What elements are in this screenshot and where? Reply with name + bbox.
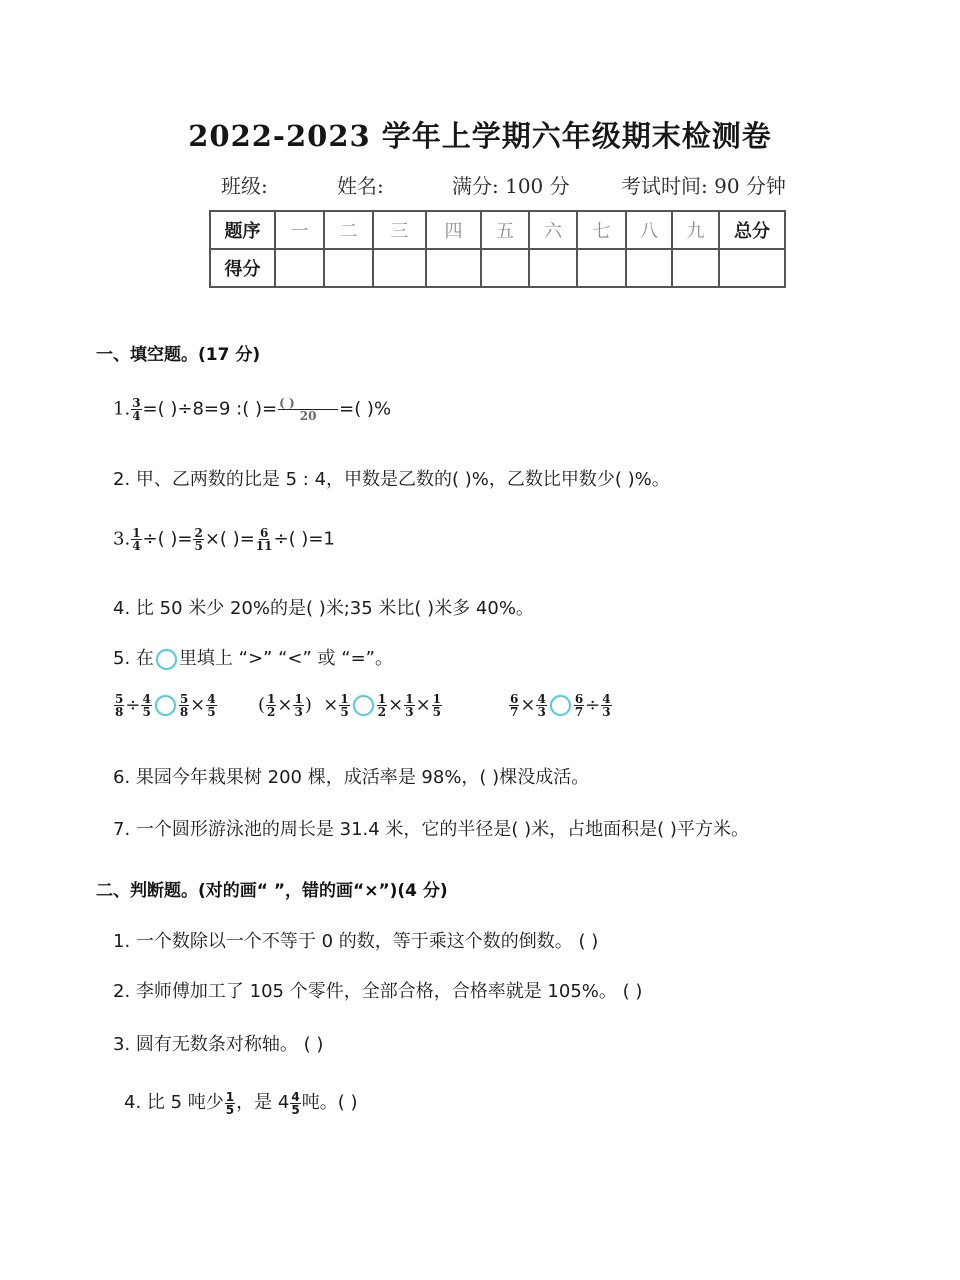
question-1-5: 5. 在 里填上 “>” “<” 或 “=”。 <box>113 648 393 669</box>
score-cell[interactable] <box>373 249 426 287</box>
col-4: 四 <box>426 211 481 249</box>
question-1-7: 7. 一个圆形游泳池的周长是 31.4 米，它的半径是( )米，占地面积是( )平方米。 <box>113 819 749 840</box>
compare-1: $\frac{5}{8}$ ÷ $\frac{4}{5}$ $\frac{5}{8}$ × $\frac{4}{5}$ <box>115 692 216 719</box>
score-cell[interactable] <box>275 249 324 287</box>
compare-2: ( $\frac{1}{2}$ × $\frac{1}{3}$ ) × $\frac{1}{5}$ $\frac{1}{2}$ × $\frac{1}{3}$ × $\frac{1}{5}$ <box>258 692 442 719</box>
score-table-header-row <box>210 211 785 249</box>
score-cell[interactable] <box>672 249 719 287</box>
score-cell[interactable] <box>481 249 529 287</box>
score-cell[interactable] <box>324 249 373 287</box>
col-total: 总分 <box>719 211 785 249</box>
score-table-score-row <box>210 249 785 287</box>
score-cell[interactable] <box>426 249 481 287</box>
compare-circle-input[interactable] <box>550 695 571 716</box>
question-1-3: 3. $\frac{1}{4}$ ÷( )= $\frac{2}{5}$ ×( )= $\frac{6}{11}$ ÷( )=1 <box>113 526 335 553</box>
col-8: 八 <box>626 211 672 249</box>
score-cell-total[interactable] <box>719 249 785 287</box>
question-1-4: 4. 比 50 米少 20%的是( )米;35 米比( )米多 40%。 <box>113 598 534 619</box>
col-5: 五 <box>481 211 529 249</box>
fraction: $\frac{3}{4}$ <box>132 396 141 423</box>
question-1-1: 1. $\frac{3}{4}$ =( )÷8=9 :( )= $\frac{( )}{20}$ =( )% <box>113 396 392 423</box>
name-label: 姓名: <box>337 174 384 198</box>
col-7: 七 <box>577 211 626 249</box>
question-2-2: 2. 李师傅加工了 105 个零件，全部合格，合格率就是 105%。 ( ) <box>113 981 643 1002</box>
col-9: 九 <box>672 211 719 249</box>
score-cell[interactable] <box>577 249 626 287</box>
class-label: 班级: <box>221 174 268 198</box>
col-3: 三 <box>373 211 426 249</box>
row-label-score: 得分 <box>210 249 275 287</box>
compare-3: $\frac{6}{7}$ × $\frac{4}{3}$ $\frac{6}{7}$ ÷ $\frac{4}{3}$ <box>510 692 611 719</box>
full-score: 满分: 100 分 <box>452 174 570 198</box>
exam-title: 2022-2023 学年上学期六年级期末检测卷 <box>188 119 772 153</box>
fraction: $\frac{6}{11}$ <box>255 526 273 553</box>
col-2: 二 <box>324 211 373 249</box>
question-1-2: 2. 甲、乙两数的比是 5 : 4，甲数是乙数的( )%，乙数比甲数少( )%。 <box>113 469 670 490</box>
question-2-3: 3. 圆有无数条对称轴。 ( ) <box>113 1034 324 1055</box>
score-cell[interactable] <box>529 249 577 287</box>
score-table <box>209 210 786 288</box>
compare-circle-input[interactable] <box>155 695 176 716</box>
question-1-6: 6. 果园今年栽果树 200 棵，成活率是 98%，( )棵没成活。 <box>113 767 590 788</box>
question-2-1: 1. 一个数除以一个不等于 0 的数，等于乘这个数的倒数。 ( ) <box>113 931 599 952</box>
section1-heading: 一、填空题。(17 分) <box>96 345 261 365</box>
exam-time: 考试时间: 90 分钟 <box>621 174 786 198</box>
fraction: $\frac{( )}{20}$ <box>278 397 338 422</box>
fraction: $\frac{4}{5}$ <box>291 1089 300 1117</box>
score-cell[interactable] <box>626 249 672 287</box>
compare-circle-input[interactable] <box>353 695 374 716</box>
question-2-4: 4. 比 5 吨少 $\frac{1}{5}$ ，是 4 $\frac{4}{5}$ 吨。( ) <box>124 1089 358 1117</box>
row-label-order: 题序 <box>210 211 275 249</box>
fraction: $\frac{1}{5}$ <box>225 1089 235 1117</box>
section2-heading: 二、判断题。(对的画“ ”，错的画“×”)(4 分) <box>96 881 448 901</box>
col-1: 一 <box>275 211 324 249</box>
circle-blank-icon <box>156 649 177 670</box>
fraction: $\frac{2}{5}$ <box>194 526 203 553</box>
fraction: $\frac{1}{4}$ <box>132 526 141 553</box>
col-6: 六 <box>529 211 577 249</box>
